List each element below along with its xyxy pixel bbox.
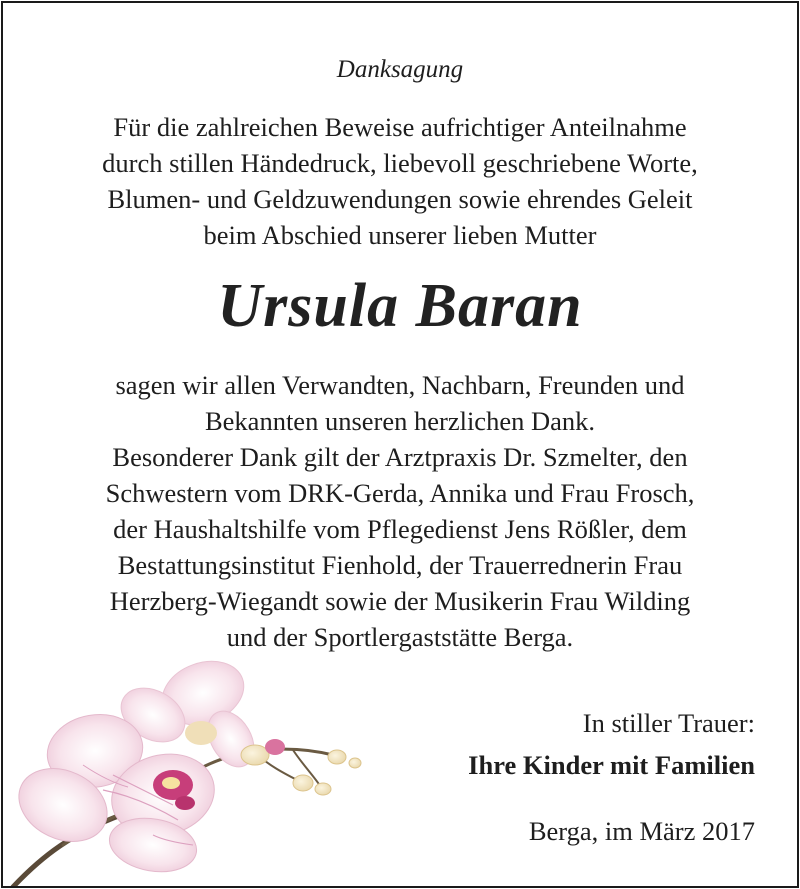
- thanks-paragraph: [3, 367, 797, 655]
- thanks-line: und der Sportlergaststätte Berga.: [226, 622, 574, 652]
- signed-by: Ihre Kinder mit Familien: [468, 750, 755, 780]
- orchid-flower-icon: [3, 655, 383, 887]
- obituary-notice-card: [1, 1, 799, 888]
- intro-line: beim Abschied unserer lieben Mutter: [203, 220, 597, 250]
- intro-line: Für die zahlreichen Beweise aufrichtiger Anteilnahme: [113, 112, 687, 142]
- thanks-line: der Haushaltshilfe vom Pflegedienst Jens Rößler, dem: [113, 514, 687, 544]
- intro-paragraph: [3, 109, 797, 253]
- notice-heading: Danksagung: [336, 56, 464, 83]
- place-date: Berga, im März 2017: [528, 816, 755, 846]
- thanks-line: Bestattungsinstitut Fienhold, der Trauerrednerin Frau: [117, 550, 683, 580]
- thanks-line: Bekannten unseren herzlichen Dank.: [205, 406, 595, 436]
- deceased-name: Ursula Baran: [217, 272, 583, 340]
- intro-line: durch stillen Händedruck, liebevoll geschriebene Worte,: [102, 148, 698, 178]
- thanks-line: Schwestern vom DRK-Gerda, Annika und Frau Frosch,: [105, 478, 695, 508]
- signature-block: [468, 705, 755, 849]
- thanks-line: Besonderer Dank gilt der Arztpraxis Dr. Szmelter, den: [112, 442, 688, 472]
- intro-line: Blumen- und Geldzuwendungen sowie ehrendes Geleit: [107, 184, 693, 214]
- thanks-line: Herzberg-Wiegandt sowie der Musikerin Frau Wilding: [109, 586, 691, 616]
- mourning-phrase: In stiller Trauer:: [582, 708, 755, 738]
- thanks-line: sagen wir allen Verwandten, Nachbarn, Freunden und: [115, 370, 685, 400]
